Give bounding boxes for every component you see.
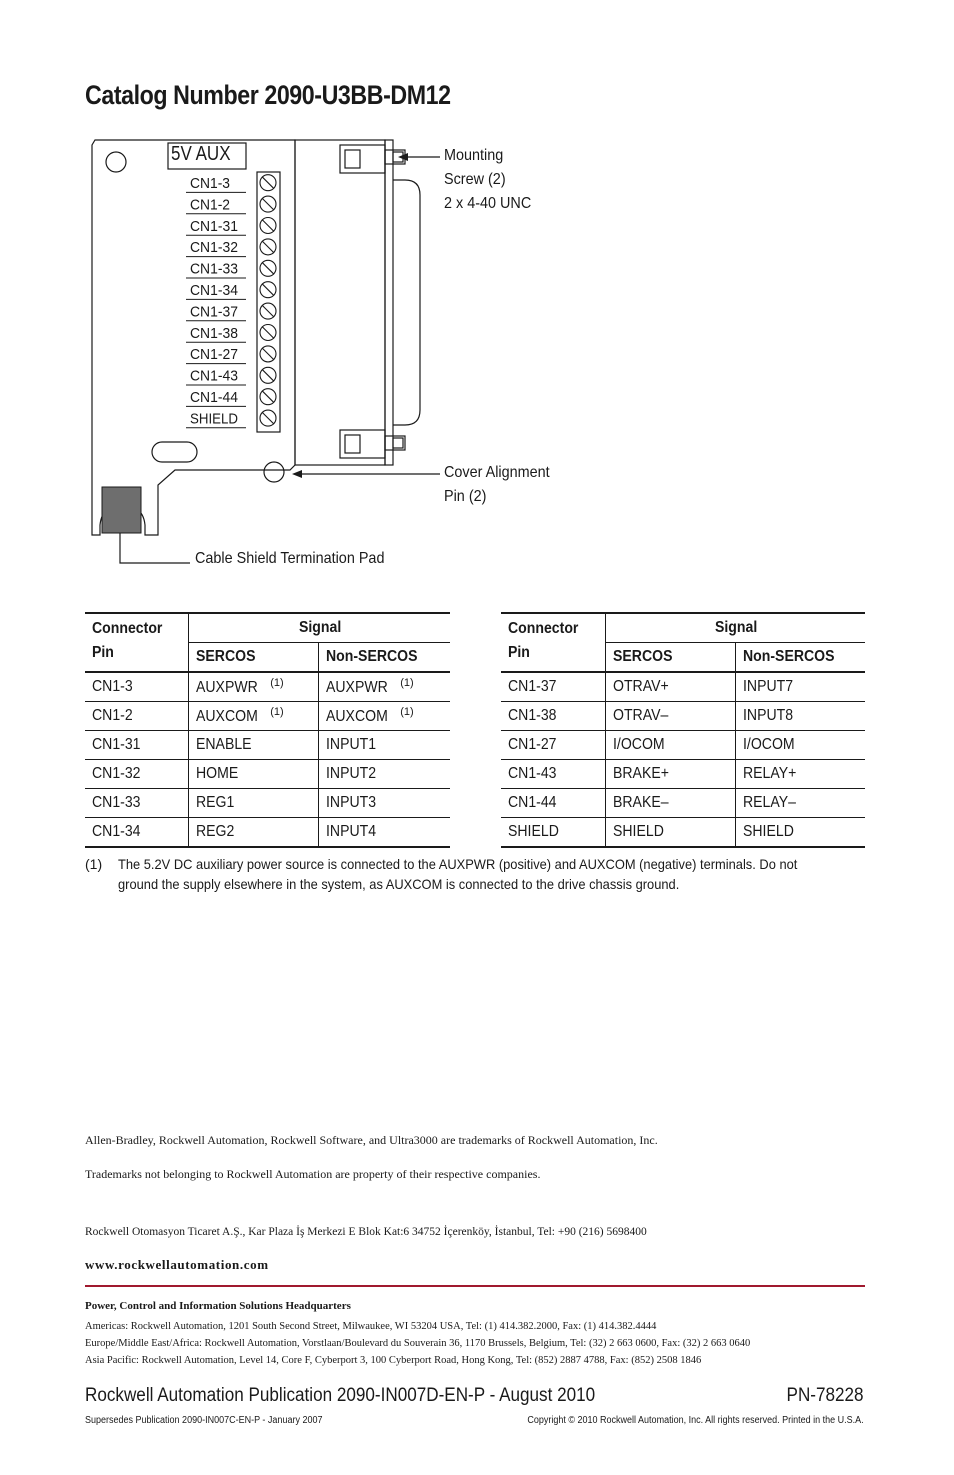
shield-pad-callout: Cable Shield Termination Pad <box>195 550 385 567</box>
cell-text: AUXCOM <box>325 708 388 726</box>
website-link[interactable]: www.rockwellautomation.com <box>85 1257 269 1272</box>
copyright-note: Copyright © 2010 Rockwell Automation, Inc. All rights reserved. Printed in the U.S.A. <box>527 1415 864 1426</box>
table-row <box>85 731 450 760</box>
table-row <box>85 702 450 731</box>
callout-line: Pin (2) <box>444 488 487 505</box>
terminal-label: CN1-43 <box>190 368 238 385</box>
table-cell <box>85 702 188 731</box>
header-text: Non-SERCOS <box>325 648 418 665</box>
table-cell <box>318 789 450 818</box>
cell-text: SHIELD <box>742 823 794 840</box>
header-text: Non-SERCOS <box>742 648 835 665</box>
divider <box>85 1285 865 1287</box>
publication-number: Rockwell Automation Publication 2090-IN007D-EN-P - August 2010 <box>85 1385 596 1406</box>
cell-text: RELAY– <box>742 794 796 811</box>
table-cell <box>605 702 735 731</box>
table-cell <box>605 818 735 848</box>
screw-slot <box>262 177 274 189</box>
table-cell <box>85 818 188 848</box>
footnote-line: ground the supply elsewhere in the system, as AUXCOM is connected to the drive chassis ground. <box>118 876 680 892</box>
table-cell <box>85 672 188 702</box>
sercos-header <box>605 643 735 673</box>
cell-text: INPUT1 <box>325 736 376 753</box>
cell-text: SHIELD <box>508 823 559 840</box>
terminal-label: CN1-34 <box>190 283 238 299</box>
cell-text: CN1-37 <box>508 678 557 695</box>
aux-label: 5V AUX <box>171 143 231 165</box>
connector-pin-header <box>501 613 605 672</box>
header-text: Signal <box>298 619 341 636</box>
table-cell <box>735 760 865 789</box>
cell-text: CN1-43 <box>508 765 557 782</box>
table-cell <box>188 818 318 848</box>
cell-text: CN1-38 <box>508 707 557 724</box>
table-cell <box>501 818 605 848</box>
cell-text: I/OCOM <box>612 736 665 753</box>
screw-slot <box>262 284 274 296</box>
table-row <box>85 818 450 848</box>
trademark-notice: Allen-Bradley, Rockwell Automation, Rockwell Software, and Ultra3000 are trademarks of Rockwell Automation, Inc. <box>85 1133 658 1147</box>
table-row <box>501 789 865 818</box>
cell-text: CN1-33 <box>92 794 141 811</box>
table-cell <box>188 760 318 789</box>
terminal-label: CN1-33 <box>190 261 238 278</box>
header-text: Signal <box>714 619 757 636</box>
cell-text: CN1-3 <box>92 678 133 695</box>
table-row <box>501 731 865 760</box>
screw-slot <box>262 198 274 210</box>
pin-table-left <box>85 612 450 848</box>
cell-text: OTRAV– <box>612 707 668 724</box>
alignment-pin <box>264 462 284 482</box>
footnote-ref: (1) <box>270 705 284 718</box>
trademark-notice: Trademarks not belonging to Rockwell Automation are property of their respective companies. <box>85 1167 541 1181</box>
cell-text: CN1-44 <box>508 794 557 811</box>
footnote <box>85 854 865 894</box>
table-cell <box>318 672 450 702</box>
header-text: Pin <box>92 644 114 661</box>
table-cell <box>318 760 450 789</box>
header-text: SERCOS <box>195 648 255 665</box>
table-cell <box>188 672 318 702</box>
footnote-line: The 5.2V DC auxiliary power source is connected to the AUXPWR (positive) and AUXCOM (negative) terminals. Do not <box>118 856 798 872</box>
callout-line: Screw (2) <box>444 171 506 188</box>
mounting-hole <box>106 152 126 172</box>
header-text: Connector <box>92 620 163 637</box>
cell-text: INPUT3 <box>325 794 376 811</box>
cell-text: ENABLE <box>195 736 252 753</box>
table-row <box>85 789 450 818</box>
screw-slot <box>262 305 274 317</box>
cell-text: REG2 <box>195 823 234 840</box>
footnote-ref: (1) <box>270 676 284 689</box>
table-cell <box>501 672 605 702</box>
table-cell <box>188 731 318 760</box>
table-row <box>501 702 865 731</box>
connector-body <box>295 140 385 465</box>
cell-text: CN1-2 <box>92 707 133 724</box>
table-cell <box>501 760 605 789</box>
arrow-icon <box>292 470 302 478</box>
signal-header <box>188 613 450 643</box>
footnote-ref: (1) <box>400 676 414 689</box>
turkey-address: Rockwell Otomasyon Ticaret A.Ş., Kar Plaza İş Merkezi E Blok Kat:6 34752 İçerenköy, İstanbul, Tel: +90 (216) 5698400 <box>85 1226 647 1238</box>
cell-text: CN1-32 <box>92 765 141 782</box>
cell-text: AUXPWR <box>195 679 258 697</box>
screw-slot <box>262 369 274 381</box>
table-cell <box>605 731 735 760</box>
table-cell <box>188 789 318 818</box>
screw-slot <box>262 327 274 339</box>
non-sercos-header <box>318 643 450 673</box>
connector-pin-header <box>85 613 188 672</box>
table-cell <box>318 702 450 731</box>
terminal-label: CN1-37 <box>190 304 238 321</box>
part-number: PN-78228 <box>786 1385 864 1406</box>
cell-text: CN1-34 <box>92 823 141 840</box>
screw-slot <box>262 262 274 274</box>
supersedes-note: Supersedes Publication 2090-IN007C-EN-P - January 2007 <box>85 1415 323 1426</box>
cell-text: AUXCOM <box>195 708 258 726</box>
cell-text: INPUT4 <box>325 823 376 840</box>
table-row <box>85 760 450 789</box>
table-row <box>501 760 865 789</box>
cell-text: CN1-31 <box>92 736 141 753</box>
terminal-label: CN1-2 <box>190 197 230 214</box>
header-text: Connector <box>508 620 579 637</box>
table-cell <box>605 789 735 818</box>
table-cell <box>735 789 865 818</box>
connector-diagram <box>0 0 954 600</box>
table-cell <box>85 789 188 818</box>
cell-text: HOME <box>195 765 238 782</box>
cell-text: INPUT8 <box>742 707 793 724</box>
terminal-label: CN1-3 <box>190 176 230 192</box>
page-title: Catalog Number 2090-U3BB-DM12 <box>85 80 451 110</box>
cover-alignment-callout <box>444 461 550 509</box>
callout-line: Mounting <box>444 147 504 164</box>
cell-text: INPUT7 <box>742 678 793 695</box>
table-cell <box>735 672 865 702</box>
cell-text: SHIELD <box>612 823 664 840</box>
table-cell <box>501 789 605 818</box>
table-row <box>85 672 450 702</box>
board-slot <box>152 442 197 462</box>
table-cell <box>318 818 450 848</box>
callout-line: Cover Alignment <box>444 464 550 481</box>
screw-slot <box>262 348 274 360</box>
table-cell <box>188 702 318 731</box>
screw-slot <box>262 220 274 232</box>
cell-text: INPUT2 <box>325 765 376 782</box>
address-americas: Americas: Rockwell Automation, 1201 South Second Street, Milwaukee, WI 53204 USA, Tel: (1) 414.382.2000, Fax: (1) 414.382.4444 <box>85 1321 657 1332</box>
table-cell <box>501 731 605 760</box>
table-cell <box>735 731 865 760</box>
callout-line: 2 x 4-40 UNC <box>444 195 532 212</box>
address-europe: Europe/Middle East/Africa: Rockwell Automation, Vorstlaan/Boulevard du Souverain 36, 1170 Brussels, Belgium, Tel: (32) 2 663 0600, Fax: (32) 2 663 0640 <box>85 1338 751 1349</box>
terminal-label: CN1-32 <box>190 240 238 257</box>
terminal-label: CN1-31 <box>190 218 238 235</box>
header-text: SERCOS <box>612 648 672 665</box>
cell-text: I/OCOM <box>742 736 795 753</box>
terminal-label: CN1-44 <box>190 390 238 406</box>
headquarters-title: Power, Control and Information Solutions Headquarters <box>85 1300 351 1312</box>
table-cell <box>318 731 450 760</box>
non-sercos-header <box>735 643 865 673</box>
cell-text: BRAKE+ <box>612 765 669 782</box>
table-row <box>501 672 865 702</box>
screw-slot <box>262 391 274 403</box>
terminal-label: CN1-38 <box>190 325 238 342</box>
table-cell <box>605 672 735 702</box>
cell-text: RELAY+ <box>742 765 796 782</box>
signal-header <box>605 613 865 643</box>
cell-text: REG1 <box>195 794 234 811</box>
table-cell <box>735 818 865 848</box>
table-cell <box>85 760 188 789</box>
cell-text: BRAKE– <box>612 794 669 811</box>
table-cell <box>605 760 735 789</box>
header-text: Pin <box>508 644 530 661</box>
pin-table-right <box>501 612 865 848</box>
footnote-ref: (1) <box>400 705 414 718</box>
mounting-screw-callout <box>444 144 531 216</box>
address-asia: Asia Pacific: Rockwell Automation, Level 14, Core F, Cyberport 3, 100 Cyberport Road, Hong Kong, Tel: (852) 2887 4788, Fax: (852) 2508 1846 <box>85 1355 702 1366</box>
terminal-label: CN1-27 <box>190 347 238 364</box>
cell-text: OTRAV+ <box>612 678 669 695</box>
screw-slot <box>262 241 274 253</box>
cell-text: AUXPWR <box>325 679 388 697</box>
sercos-header <box>188 643 318 673</box>
table-cell <box>85 731 188 760</box>
cell-text: CN1-27 <box>508 736 557 753</box>
table-row <box>501 818 865 848</box>
screw-slot <box>262 412 274 424</box>
table-cell <box>501 702 605 731</box>
shield-termination-pad <box>102 487 141 533</box>
footnote-mark: (1) <box>85 856 103 872</box>
table-cell <box>735 702 865 731</box>
terminal-label: SHIELD <box>190 411 238 428</box>
